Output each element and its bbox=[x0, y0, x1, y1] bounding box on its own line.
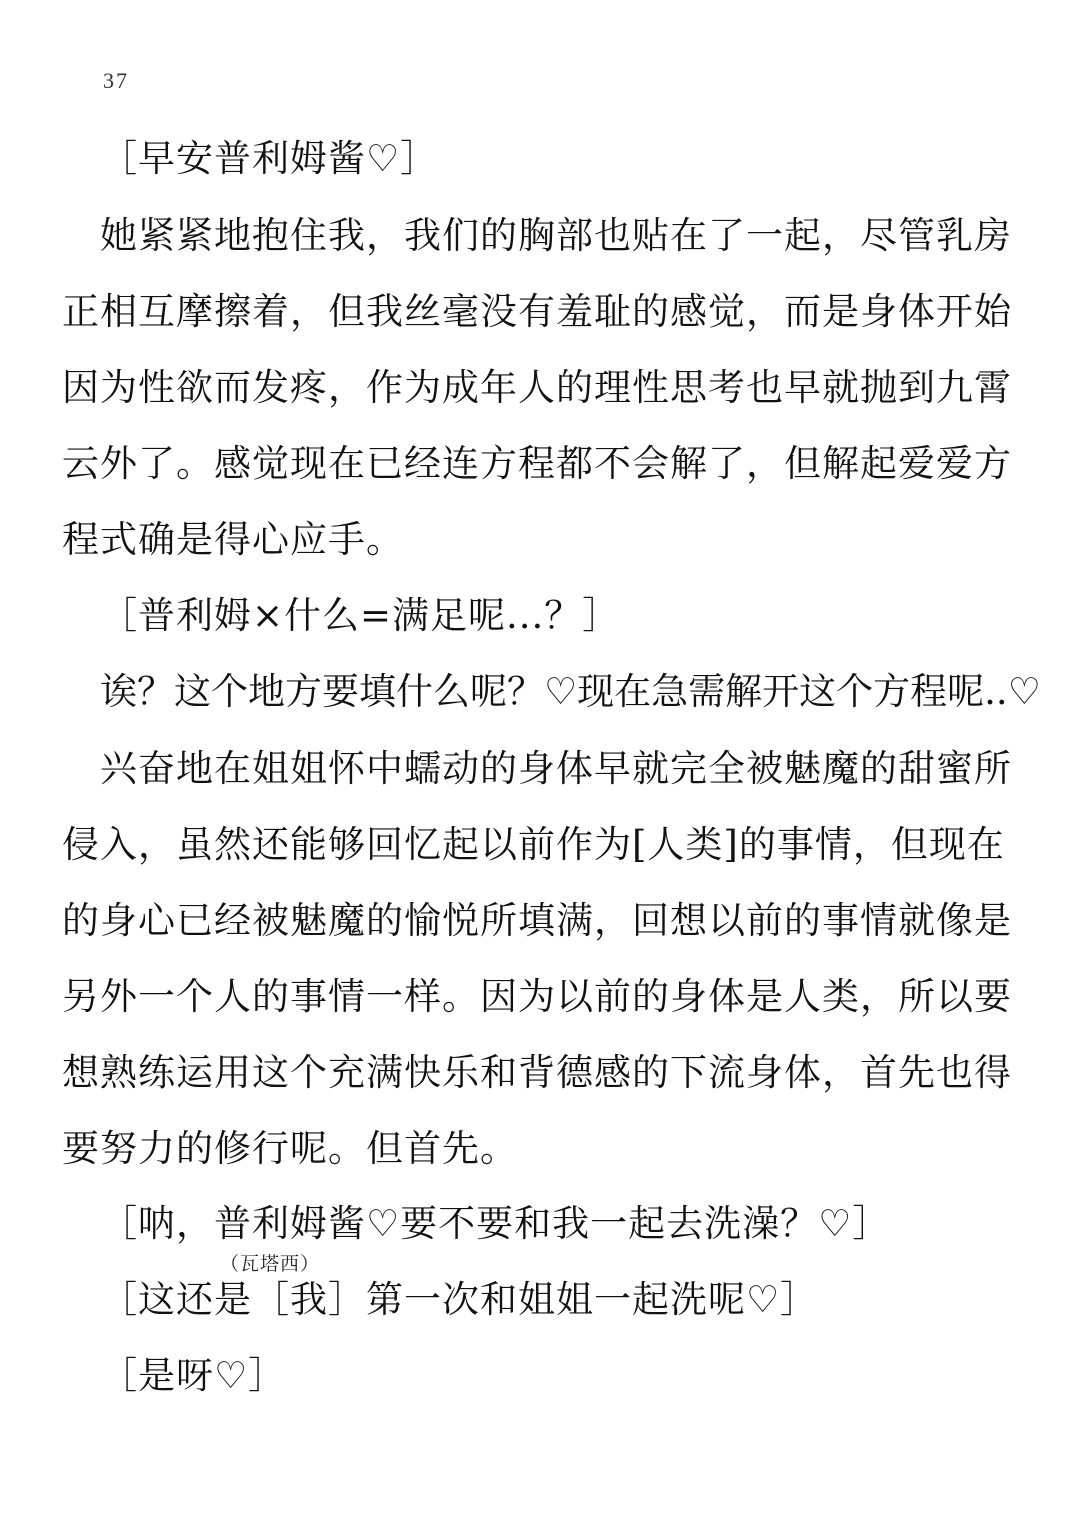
paragraph-line: 因为性欲而发疼，作为成年人的理性思考也早就抛到九霄 bbox=[62, 366, 1012, 409]
page-number: 37 bbox=[103, 68, 129, 93]
dialogue-line: ［普利姆×什么=满足呢...？］ bbox=[100, 594, 621, 637]
paragraph-line: 程式确是得心应手。 bbox=[62, 518, 404, 561]
paragraph-line: 想熟练运用这个充满快乐和背德感的下流身体，首先也得 bbox=[62, 1051, 1012, 1094]
paragraph-line: 侵入，虽然还能够回忆起以前作为[人类]的事情，但现在 bbox=[62, 823, 1005, 866]
paragraph-line: 她紧紧地抱住我，我们的胸部也贴在了一起，尽管乳房 bbox=[100, 214, 1012, 257]
dialogue-line: ［是呀♡］ bbox=[100, 1354, 287, 1397]
paragraph-line: 正相互摩擦着，但我丝毫没有羞耻的感觉，而是身体开始 bbox=[62, 290, 1012, 333]
ruby-annotation: （瓦塔西） bbox=[220, 1253, 321, 1275]
dialogue-line: ［早安普利姆酱♡］ bbox=[100, 137, 439, 180]
paragraph-line: 另外一个人的事情一样。因为以前的身体是人类，所以要 bbox=[62, 975, 1012, 1018]
dialogue-line: ［呐，普利姆酱♡要不要和我一起去洗澡？♡］ bbox=[100, 1202, 891, 1245]
paragraph-line: 兴奋地在姐姐怀中蠕动的身体早就完全被魅魔的甜蜜所 bbox=[100, 747, 1012, 790]
dialogue-line: ［这还是［我］第一次和姐姐一起洗呢♡］ bbox=[100, 1278, 819, 1321]
paragraph-line: 诶？这个地方要填什么呢？♡现在急需解开这个方程呢..♡ bbox=[100, 670, 1041, 713]
paragraph-line: 的身心已经被魅魔的愉悦所填满，回想以前的事情就像是 bbox=[62, 899, 1012, 942]
paragraph-line: 云外了。感觉现在已经连方程都不会解了，但解起爱爱方 bbox=[62, 442, 1012, 485]
paragraph-line: 要努力的修行呢。但首先。 bbox=[62, 1127, 518, 1170]
